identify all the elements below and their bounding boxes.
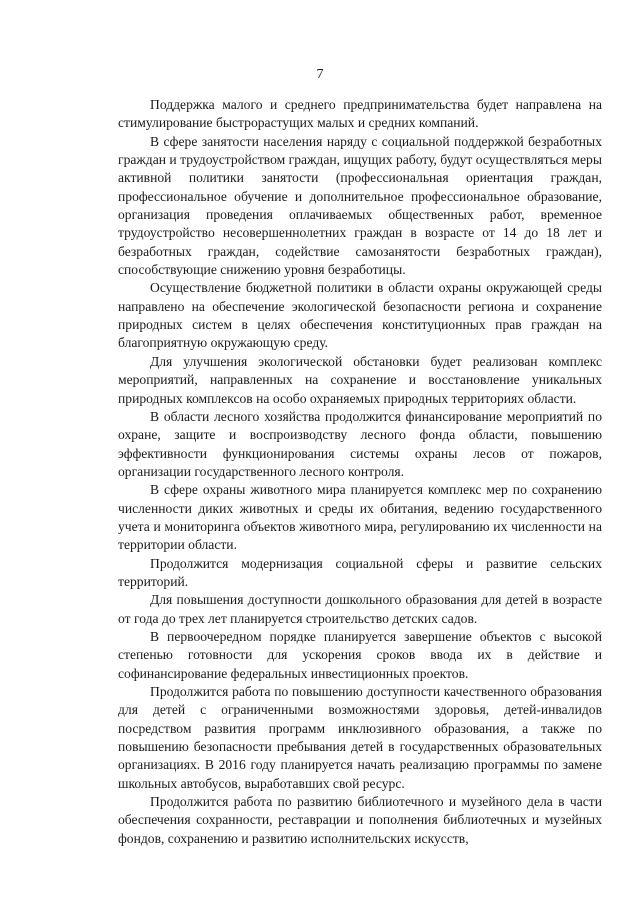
paragraph-libraries-museums: Продолжится работа по развитию библиотечного и музейного дела в части обеспечения сохранности, реставрации и пополнения библиотечных и музейных фондов, сохранению и развитию исполнительских искусств, (118, 794, 602, 846)
paragraph-preschool: Для повышения доступности дошкольного образования для детей в возрасте от года до трех лет планируется строительство детских садов. (118, 592, 602, 626)
paragraph-priority-construction: В первоочередном порядке планируется завершение объектов с высокой степенью готовности для ускорения сроков ввода их в действие и софинансирование федеральных инвестиционных проектов. (118, 628, 602, 681)
paragraph-employment: В сфере занятости населения наряду с социальной поддержкой безработных граждан и трудоустройством граждан, ищущих работу, будут осуществляться меры активной политики занятости (профессиональная ориентация граждан, профессиональное обучение и дополнительное профессиональное образование, организация проведения оплачиваемых общественных работ, временное трудоустройство несовершеннолетних граждан в возрасте от 14 до 18 лет и безработных граждан, содействие самозанятости безработных граждан), способствующие снижению уровня безработицы. (118, 133, 602, 278)
paragraph-wildlife: В сфере охраны животного мира планируется комплекс мер по сохранению численности диких животных и среды их обитания, ведению государственного учета и мониторинга объектов животного мира, регулированию их численности на территории области. (118, 482, 602, 553)
page-number: 7 (316, 67, 324, 82)
paragraph-social-sphere: Продолжится модернизация социальной сферы и развитие сельских территорий. (118, 555, 602, 589)
paragraph-small-business: Поддержка малого и среднего предпринимательства будет направлена на стимулирование быстрорастущих малых и средних компаний. (118, 97, 602, 131)
paragraph-ecology: Для улучшения экологической обстановки будет реализован комплекс мероприятий, направленных на сохранение и восстановление уникальных природных комплексов на особо охраняемых природных территориях области. (118, 353, 602, 406)
paragraph-inclusive-education: Продолжится работа по повышению доступности качественного образования для детей с ограниченными возможностями здоровья, детей-инвалидов посредством развития программ инклюзивного образования, а также по повышению безопасности пребывания детей в государственных образовательных организациях. В 2016 году планируется начать реализацию программы по замене школьных автобусов, выработавших свой ресурс. (118, 684, 602, 791)
paragraph-environment-budget: Осуществление бюджетной политики в области охраны окружающей среды направлено на обеспечение экологической безопасности региона и сохранение природных систем в целях обеспечения конституционных прав граждан на благоприятную окружающую среду. (118, 280, 602, 351)
body-text (118, 96, 602, 848)
paragraph-forestry: В области лесного хозяйства продолжится финансирование мероприятий по охране, защите и воспроизводству лесного фонда области, повышению эффективности функционирования системы охраны лесов от пожаров, организации государственного лесного контроля. (118, 408, 602, 479)
